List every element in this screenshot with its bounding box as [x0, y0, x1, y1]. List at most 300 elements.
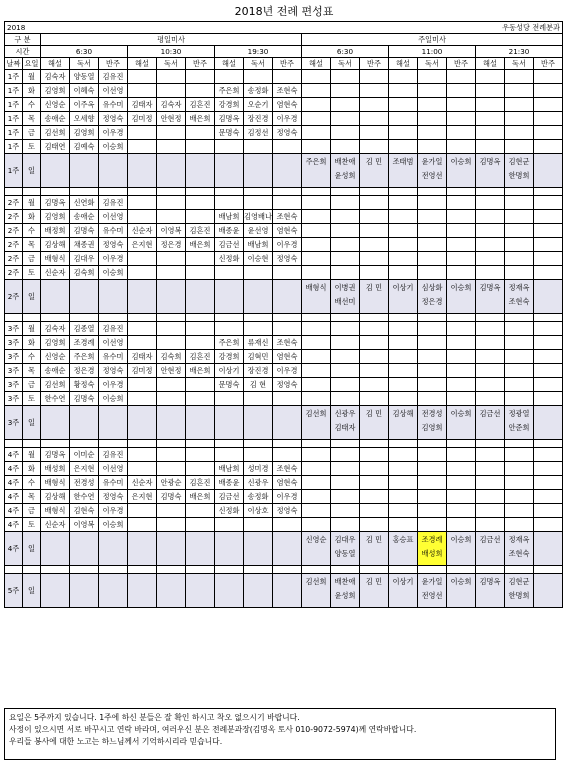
name-cell	[389, 448, 418, 462]
name-cell: 유수미	[99, 350, 128, 364]
name-cell	[128, 84, 157, 98]
name-cell	[360, 266, 389, 280]
name-line: 윤성희	[334, 590, 356, 600]
day-cell: 금	[23, 378, 41, 392]
name-line: 전영선	[421, 590, 443, 600]
name-cell	[302, 70, 331, 84]
name-cell	[128, 406, 157, 440]
name-cell	[534, 84, 563, 98]
name-cell	[476, 406, 505, 440]
name-cell: 은지현	[70, 462, 99, 476]
name-cell	[360, 364, 389, 378]
name-line	[128, 297, 156, 311]
name-cell	[360, 490, 389, 504]
name-cell: 김선희	[41, 378, 70, 392]
role-header-cell: 독서	[157, 58, 186, 70]
name-cell: 신영순	[41, 350, 70, 364]
name-line	[186, 423, 214, 437]
name-cell	[302, 154, 331, 188]
name-cell: 김영희	[41, 336, 70, 350]
name-line	[302, 591, 330, 605]
name-cell	[447, 532, 476, 566]
name-cell	[244, 154, 273, 188]
name-cell	[302, 238, 331, 252]
name-line	[244, 283, 272, 297]
name-line	[302, 423, 330, 437]
name-cell: 염현숙	[273, 224, 302, 238]
name-cell	[273, 196, 302, 210]
name-line	[273, 549, 301, 563]
name-line: 이승희	[450, 156, 472, 166]
name-cell	[389, 70, 418, 84]
name-line	[215, 157, 243, 171]
name-line	[215, 577, 243, 591]
name-cell	[244, 280, 273, 314]
name-cell: 황정숙	[70, 378, 99, 392]
name-line	[273, 171, 301, 185]
name-line	[157, 157, 185, 171]
name-line	[99, 283, 127, 297]
name-cell	[418, 490, 447, 504]
name-line	[273, 409, 301, 423]
name-cell	[447, 392, 476, 406]
name-line	[360, 549, 388, 563]
name-cell	[157, 140, 186, 154]
name-cell: 이승희	[99, 140, 128, 154]
table-row	[5, 448, 563, 462]
name-cell	[157, 84, 186, 98]
name-cell	[534, 350, 563, 364]
name-cell	[360, 70, 389, 84]
name-cell	[534, 280, 563, 314]
name-cell	[534, 448, 563, 462]
name-cell: 이상기	[215, 364, 244, 378]
week-cell: 1주	[5, 154, 23, 188]
week-cell: 3주	[5, 392, 23, 406]
name-cell	[418, 224, 447, 238]
name-cell	[331, 574, 360, 608]
name-cell	[244, 574, 273, 608]
week-cell: 4주	[5, 462, 23, 476]
name-cell	[157, 210, 186, 224]
name-line	[534, 171, 562, 185]
name-cell: 정영숙	[273, 378, 302, 392]
name-line	[244, 409, 272, 423]
week-spacer	[5, 314, 563, 322]
name-line	[389, 423, 417, 437]
name-cell	[505, 196, 534, 210]
week-spacer	[5, 188, 563, 196]
name-line: 김선희	[305, 576, 327, 586]
name-cell	[244, 406, 273, 440]
day-cell: 월	[23, 70, 41, 84]
table-row	[5, 504, 563, 518]
role-header-cell: 반주	[273, 58, 302, 70]
name-cell	[302, 210, 331, 224]
name-line	[41, 409, 69, 423]
name-line	[41, 535, 69, 549]
name-cell: 배남희	[215, 462, 244, 476]
name-cell	[505, 490, 534, 504]
name-cell: 오세향	[70, 112, 99, 126]
name-cell	[360, 224, 389, 238]
name-cell	[389, 84, 418, 98]
name-cell: 염현숙	[273, 98, 302, 112]
day-cell: 금	[23, 252, 41, 266]
name-line	[273, 577, 301, 591]
table-row	[5, 392, 563, 406]
name-cell	[476, 126, 505, 140]
name-cell: 이주옥	[70, 98, 99, 112]
name-cell	[476, 336, 505, 350]
name-cell	[418, 196, 447, 210]
name-cell	[215, 266, 244, 280]
name-line: 홍승표	[392, 534, 414, 544]
name-cell	[389, 392, 418, 406]
week-cell: 4주	[5, 490, 23, 504]
name-cell	[128, 532, 157, 566]
name-line	[128, 423, 156, 437]
name-line: 김금선	[479, 534, 501, 544]
name-cell	[302, 336, 331, 350]
name-line	[534, 549, 562, 563]
name-cell	[360, 98, 389, 112]
name-cell	[186, 70, 215, 84]
name-line: 한명희	[508, 170, 530, 180]
name-cell: 은지현	[128, 238, 157, 252]
name-cell	[389, 238, 418, 252]
name-cell	[186, 462, 215, 476]
name-line	[70, 171, 98, 185]
name-cell	[360, 210, 389, 224]
day-cell: 금	[23, 126, 41, 140]
name-cell	[389, 378, 418, 392]
name-cell	[476, 364, 505, 378]
name-cell: 정영숙	[99, 112, 128, 126]
day-cell: 토	[23, 266, 41, 280]
name-cell: 이승희	[99, 518, 128, 532]
name-line: 한명희	[508, 590, 530, 600]
name-cell	[505, 574, 534, 608]
day-cell: 토	[23, 518, 41, 532]
name-cell: 김금선	[215, 490, 244, 504]
name-cell	[331, 196, 360, 210]
name-cell	[331, 84, 360, 98]
name-cell	[534, 392, 563, 406]
name-cell	[534, 210, 563, 224]
name-line	[302, 549, 330, 563]
name-cell	[360, 518, 389, 532]
name-line: 이승희	[450, 534, 472, 544]
name-cell	[476, 392, 505, 406]
name-line	[360, 423, 388, 437]
name-cell	[360, 238, 389, 252]
name-cell	[418, 252, 447, 266]
name-line	[128, 577, 156, 591]
name-cell: 은지현	[128, 490, 157, 504]
name-line	[41, 577, 69, 591]
name-cell: 배정희	[41, 224, 70, 238]
name-cell	[447, 448, 476, 462]
name-cell	[128, 574, 157, 608]
day-header: 요일	[23, 58, 41, 70]
name-cell	[418, 154, 447, 188]
name-cell	[331, 364, 360, 378]
name-cell	[534, 518, 563, 532]
name-cell	[273, 518, 302, 532]
name-cell	[186, 504, 215, 518]
table-row	[5, 126, 563, 140]
name-line: 전경성	[421, 408, 443, 418]
name-cell	[41, 406, 70, 440]
name-cell	[389, 126, 418, 140]
name-line	[476, 297, 504, 311]
name-line: 정은경	[421, 296, 443, 306]
name-cell	[505, 154, 534, 188]
name-cell	[505, 504, 534, 518]
name-cell	[331, 238, 360, 252]
name-cell	[418, 406, 447, 440]
name-cell	[302, 252, 331, 266]
name-cell	[186, 518, 215, 532]
name-cell	[534, 154, 563, 188]
name-line	[99, 535, 127, 549]
name-cell	[186, 266, 215, 280]
name-cell	[418, 364, 447, 378]
name-cell: 정영숙	[99, 238, 128, 252]
name-line: 안준희	[508, 422, 530, 432]
name-line	[186, 535, 214, 549]
week-cell: 2주	[5, 238, 23, 252]
name-cell: 신정화	[215, 504, 244, 518]
table-row	[5, 140, 563, 154]
name-cell	[157, 518, 186, 532]
name-cell: 장진경	[244, 112, 273, 126]
name-cell	[157, 126, 186, 140]
name-cell	[273, 392, 302, 406]
name-cell	[389, 252, 418, 266]
name-line	[186, 577, 214, 591]
name-cell	[389, 518, 418, 532]
name-cell: 오순기	[244, 98, 273, 112]
name-cell	[186, 392, 215, 406]
name-cell: 김정선	[244, 126, 273, 140]
week-cell: 4주	[5, 504, 23, 518]
name-cell	[476, 490, 505, 504]
week-cell: 4주	[5, 518, 23, 532]
week-cell: 3주	[5, 406, 23, 440]
name-cell	[273, 266, 302, 280]
name-cell	[215, 140, 244, 154]
name-line	[186, 549, 214, 563]
name-cell	[534, 336, 563, 350]
name-cell: 이영복	[70, 518, 99, 532]
name-cell	[418, 336, 447, 350]
name-line	[389, 171, 417, 185]
name-line	[70, 283, 98, 297]
name-line	[99, 577, 127, 591]
name-cell	[331, 532, 360, 566]
name-cell	[302, 532, 331, 566]
name-line	[157, 535, 185, 549]
name-cell	[244, 392, 273, 406]
role-header-cell: 반주	[99, 58, 128, 70]
name-line	[157, 577, 185, 591]
name-cell	[418, 266, 447, 280]
name-cell	[128, 336, 157, 350]
name-cell	[302, 84, 331, 98]
name-cell	[534, 196, 563, 210]
table-row	[5, 518, 563, 532]
name-line	[41, 423, 69, 437]
name-cell	[534, 266, 563, 280]
table-row	[5, 350, 563, 364]
notes-box	[4, 708, 556, 760]
name-cell	[331, 476, 360, 490]
name-line	[447, 423, 475, 437]
table-row	[5, 238, 563, 252]
name-cell: 주은희	[215, 84, 244, 98]
name-line	[41, 171, 69, 185]
name-cell	[157, 280, 186, 314]
day-cell: 목	[23, 238, 41, 252]
week-cell: 1주	[5, 126, 23, 140]
name-cell	[128, 154, 157, 188]
name-cell	[331, 140, 360, 154]
name-cell: 김태자	[128, 98, 157, 112]
name-cell: 조현숙	[273, 336, 302, 350]
name-cell	[302, 448, 331, 462]
name-cell	[331, 252, 360, 266]
name-line	[447, 297, 475, 311]
name-cell: 김선희	[41, 126, 70, 140]
role-header-cell: 독서	[331, 58, 360, 70]
name-line	[534, 297, 562, 311]
name-cell	[505, 280, 534, 314]
name-cell: 김영배나	[244, 210, 273, 224]
name-cell	[476, 280, 505, 314]
name-cell	[505, 112, 534, 126]
name-cell: 안현정	[157, 364, 186, 378]
time-header-cell: 6:30	[302, 46, 389, 58]
name-cell	[476, 70, 505, 84]
name-cell	[505, 210, 534, 224]
name-cell: 김숙자	[41, 70, 70, 84]
name-cell	[389, 154, 418, 188]
name-cell	[244, 196, 273, 210]
name-cell	[157, 532, 186, 566]
name-cell	[447, 280, 476, 314]
name-line: 김현군	[508, 156, 530, 166]
day-cell: 토	[23, 140, 41, 154]
name-cell: 배남희	[244, 238, 273, 252]
name-cell	[418, 574, 447, 608]
name-cell: 조현숙	[273, 462, 302, 476]
day-cell: 수	[23, 476, 41, 490]
name-line: 배찬애	[334, 156, 356, 166]
name-line: 김선희	[305, 408, 327, 418]
name-cell: 윤선영	[244, 224, 273, 238]
name-line: 정재옥	[508, 282, 530, 292]
name-cell	[505, 518, 534, 532]
name-line	[476, 423, 504, 437]
name-cell	[273, 154, 302, 188]
name-cell	[360, 378, 389, 392]
role-header-cell: 해설	[302, 58, 331, 70]
name-cell: 이승현	[244, 252, 273, 266]
name-cell	[99, 574, 128, 608]
name-cell	[418, 70, 447, 84]
table-row	[5, 252, 563, 266]
name-line	[215, 591, 243, 605]
name-cell	[389, 224, 418, 238]
name-cell	[505, 266, 534, 280]
name-cell: 김명옥	[41, 448, 70, 462]
category-header: 구 분	[5, 34, 41, 46]
name-cell	[70, 280, 99, 314]
name-cell	[505, 350, 534, 364]
name-cell	[331, 112, 360, 126]
name-line	[70, 157, 98, 171]
name-cell	[418, 532, 447, 566]
name-cell: 김흔진	[186, 224, 215, 238]
day-cell: 목	[23, 364, 41, 378]
name-cell: 배은희	[186, 238, 215, 252]
name-cell	[418, 462, 447, 476]
table-row	[5, 98, 563, 112]
name-cell	[331, 280, 360, 314]
name-cell: 이우경	[99, 504, 128, 518]
name-cell	[476, 140, 505, 154]
name-cell	[389, 476, 418, 490]
sunday-row	[5, 280, 563, 314]
name-cell	[128, 392, 157, 406]
name-line: 조현숙	[508, 548, 530, 558]
day-cell: 화	[23, 336, 41, 350]
name-cell	[331, 336, 360, 350]
name-cell	[360, 84, 389, 98]
name-cell	[389, 196, 418, 210]
name-cell	[418, 476, 447, 490]
name-cell	[215, 154, 244, 188]
name-cell	[157, 322, 186, 336]
name-cell	[447, 378, 476, 392]
name-line: 배형식	[305, 282, 327, 292]
name-cell: 김혁민	[244, 350, 273, 364]
name-line: 윤성희	[334, 170, 356, 180]
table-row	[5, 322, 563, 336]
name-cell	[273, 280, 302, 314]
name-cell: 정은경	[70, 364, 99, 378]
table-row	[5, 364, 563, 378]
name-cell	[476, 224, 505, 238]
name-cell	[505, 532, 534, 566]
name-cell: 배형식	[41, 504, 70, 518]
name-cell	[534, 476, 563, 490]
name-cell: 배은희	[186, 364, 215, 378]
name-cell	[244, 448, 273, 462]
week-cell: 3주	[5, 336, 23, 350]
name-cell	[244, 532, 273, 566]
day-cell: 수	[23, 350, 41, 364]
name-cell	[389, 112, 418, 126]
name-cell	[302, 476, 331, 490]
name-cell: 김상해	[41, 238, 70, 252]
name-cell	[186, 532, 215, 566]
name-cell	[476, 574, 505, 608]
name-cell	[41, 574, 70, 608]
name-cell: 송애순	[41, 112, 70, 126]
